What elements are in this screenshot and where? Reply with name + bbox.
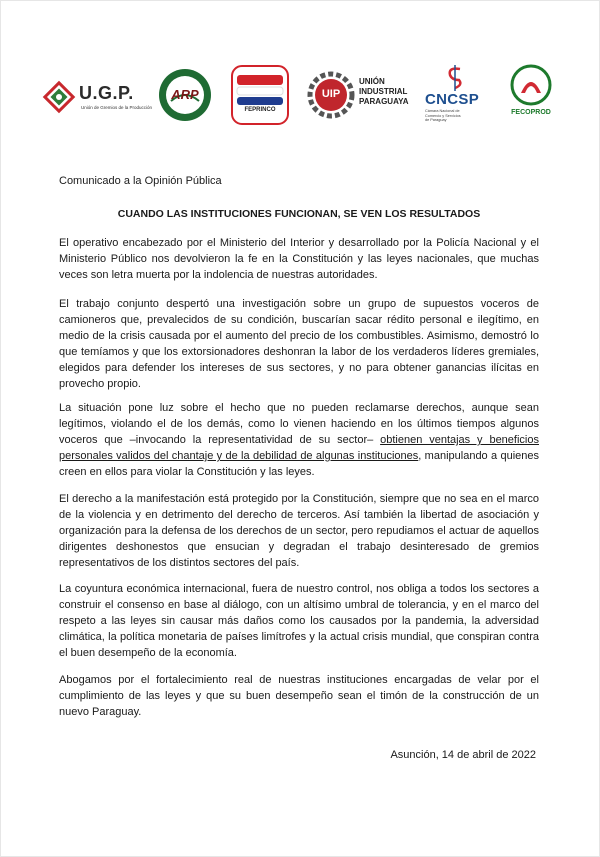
paragraph-3-text: La situación pone luz sobre el hecho que no pueden reclamarse derechos, aunque sean legítimos, violando el de los demás, como lo vienen haciendo en los últimos tiempos algunos voceros que –invocando la representatividad de su sector– bbox=[59, 402, 539, 446]
cncsp-logo bbox=[421, 63, 491, 127]
paragraph-1: El operativo encabezado por el Ministerio del Interior y desarrollado por la Policía Nacional y el Ministerio Público nos devolvieron la fe en la Constitución y las leyes nacionales, que muchas veces son letra muerta por la indolencia de nuestras autoridades. bbox=[59, 237, 539, 281]
ugp-logo-text: U.G.P. bbox=[79, 83, 134, 103]
arp-logo-text: ARP bbox=[171, 87, 199, 102]
cncsp-logo-text: CNCSP bbox=[425, 91, 480, 108]
feprinco-logo-text: FEPRINCO bbox=[244, 107, 276, 113]
uip-badge-text: UIP bbox=[321, 88, 341, 100]
document-date: Asunción, 14 de abril de 2022 bbox=[390, 749, 536, 761]
uip-name bbox=[359, 77, 409, 107]
document-title: CUANDO LAS INSTITUCIONES FUNCIONAN, SE VEN LOS RESULTADOS bbox=[117, 208, 481, 220]
paragraph-3-underlined: obtienen ventajas y beneficios personales validos del chantaje y de la debilidad de algunas instituciones bbox=[59, 434, 539, 462]
fecoprod-logo bbox=[501, 63, 561, 127]
paragraph-3-text-end: , manipulando a quienes creen en ellos para violar la Constitución y las leyes. bbox=[59, 450, 539, 478]
document-heading: Comunicado a la Opinión Pública bbox=[59, 175, 222, 187]
arp-logo bbox=[157, 67, 213, 123]
ugp-emblem-icon bbox=[41, 79, 77, 115]
feprinco-emblem-icon bbox=[231, 65, 289, 125]
fecoprod-emblem-icon bbox=[501, 63, 561, 109]
uip-name-line: INDUSTRIAL bbox=[359, 87, 408, 96]
ugp-logo-subtitle: Unión de Gremios de la Producción bbox=[81, 105, 153, 110]
paragraph-4: El derecho a la manifestación está protegido por la Constitución, siempre que no sea en el marco de la violencia y en detrimento del derecho de terceros. Así también la libertad de asociación y organización para la defensa de los derechos de un sector, pero repudiamos el actuar de aquellos dirigentes deshonestos que ensucian y degradan el trabajo desinteresado de gremios representativos de los distintos sectores del país. bbox=[59, 493, 539, 569]
uip-name-line: PARAGUAYA bbox=[359, 97, 409, 106]
uip-name-line: UNIÓN bbox=[359, 77, 385, 86]
ugp-logo bbox=[41, 79, 153, 115]
uip-logo bbox=[307, 71, 417, 121]
paragraph-2: El trabajo conjunto despertó una investigación sobre un grupo de supuestos voceros de camioneros que, prevalecidos de su condición, buscarían sacar rédito personal e ilegítimo, en medio de la crisis causada por el aumento del precio de los combustibles. Asimismo, demostró lo que temíamos y que los extorsionadores deshonran la labor de los verdaderos líderes gremiales, elegidos para defender los intereses de sus sectores, y no para obtener ganancias ilícitas en provecho propio. bbox=[59, 298, 539, 390]
fecoprod-logo-text: FECOPROD bbox=[511, 109, 551, 116]
paragraph-6: Abogamos por el fortalecimiento real de nuestras instituciones encargadas de velar por el cumplimiento de las leyes y que su buen desempeño sean el timón de la construcción de un nuevo Paraguay. bbox=[59, 674, 539, 718]
logo-strip bbox=[41, 63, 561, 127]
cncsp-symbol-icon bbox=[445, 65, 465, 91]
paragraph-5: La coyuntura económica internacional, fuera de nuestro control, nos obliga a todos los sectores a construir el consenso en base al diálogo, con un altísimo umbral de tolerancia, y en el marco del respeto a las leyes sin causar más daños como los causados por la pandemia, la adversidad climática, la política monetaria de países limítrofes y la actual crisis mundial, que conspiran contra el buen desempeño de la economía. bbox=[59, 583, 539, 659]
cncsp-logo-subtitle: Cámara Nacional de Comercio y Servicios de Paraguay bbox=[425, 109, 461, 122]
feprinco-logo bbox=[231, 65, 289, 125]
paragraph-3 bbox=[59, 400, 539, 480]
